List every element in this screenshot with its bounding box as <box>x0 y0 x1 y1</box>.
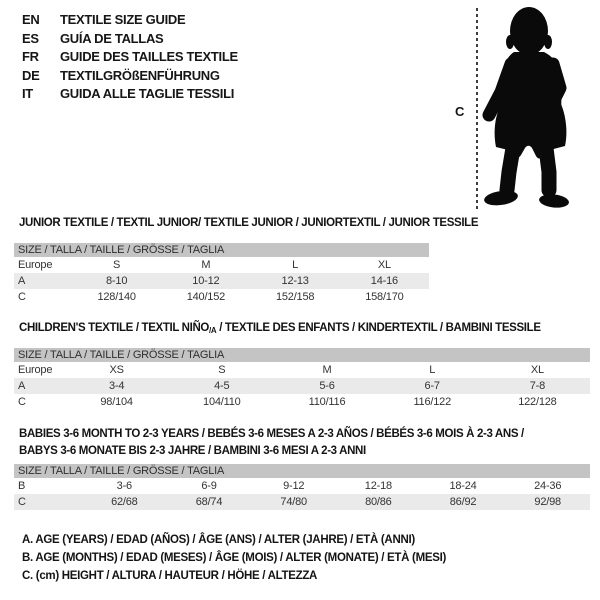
junior-size-table <box>14 243 429 305</box>
table-row-age <box>14 378 590 394</box>
lang-code: IT <box>22 86 33 102</box>
babies-table-title-line2: BABYS 3-6 MONATE BIS 2-3 JAHRE / BAMBINI 3-6 MESI A 2-3 ANNI <box>19 445 366 457</box>
row-label: C <box>18 396 26 408</box>
months-cell: 3-6 <box>116 480 132 492</box>
title-subscript: /A <box>209 326 217 335</box>
lang-row-es <box>22 30 238 49</box>
row-label: Europe <box>18 364 53 376</box>
age-cell: 6-7 <box>424 380 440 392</box>
height-cell: 86/92 <box>449 496 477 508</box>
lang-code: ES <box>22 30 39 46</box>
height-measure-dotted-line <box>476 8 478 209</box>
lang-label: TEXTILE SIZE GUIDE <box>60 12 186 27</box>
legend-line-c: C. (cm) HEIGHT / ALTURA / HAUTEUR / HÖHE / ALTEZZA <box>22 570 318 582</box>
lang-row-de <box>22 67 238 86</box>
title-text: / TEXTILE DES ENFANTS / KINDERTEXTIL / BAMBINI TESSILE <box>216 322 541 334</box>
table-row-age <box>14 273 429 289</box>
height-cell: 74/80 <box>280 496 307 508</box>
size-header-bar: SIZE / TALLA / TAILLE / GRÖSSE / TAGLIA <box>14 464 590 478</box>
babies-size-table <box>14 464 590 510</box>
size-cell: XS <box>109 364 124 376</box>
age-cell: 4-5 <box>214 380 230 392</box>
size-header-bar: SIZE / TALLA / TAILLE / GRÖSSE / TAGLIA <box>14 243 429 257</box>
row-label: B <box>18 480 26 492</box>
size-cell: XL <box>530 364 544 376</box>
height-cell: 158/170 <box>365 291 404 303</box>
size-cell: S <box>113 259 121 271</box>
children-size-table <box>14 348 590 410</box>
age-cell: 8-10 <box>106 275 128 287</box>
babies-table-title-line1: BABIES 3-6 MONTH TO 2-3 YEARS / BEBÉS 3-6 MESES A 2-3 AÑOS / BÉBÉS 3-6 MOIS À 2-3 ANS / <box>19 428 524 440</box>
height-cell: 62/68 <box>111 496 138 508</box>
table-row-height <box>14 289 429 305</box>
months-cell: 24-36 <box>534 480 562 492</box>
size-cell: S <box>218 364 226 376</box>
height-cell: 98/104 <box>100 396 133 408</box>
lang-row-en <box>22 11 238 30</box>
legend-line-b: B. AGE (MONTHS) / EDAD (MESES) / ÂGE (MOIS) / ALTER (MONATE) / ETÀ (MESI) <box>22 552 447 564</box>
height-cell: 80/86 <box>365 496 392 508</box>
age-cell: 7-8 <box>529 380 546 392</box>
height-cell: 128/140 <box>97 291 136 303</box>
age-cell: 10-12 <box>192 275 220 287</box>
height-cell: 116/122 <box>413 396 451 408</box>
row-label: A <box>18 275 26 287</box>
size-cell: XL <box>377 259 391 271</box>
junior-table-title: JUNIOR TEXTILE / TEXTIL JUNIOR/ TEXTILE JUNIOR / JUNIORTEXTIL / JUNIOR TESSILE <box>19 217 479 229</box>
size-cell: M <box>201 259 211 271</box>
table-row-height <box>14 394 590 410</box>
lang-label: GUÍA DE TALLAS <box>60 30 164 46</box>
row-label: A <box>18 380 26 392</box>
row-label: Europe <box>18 259 53 271</box>
height-cell: 104/110 <box>203 396 241 408</box>
months-cell: 18-24 <box>449 480 477 492</box>
table-row-europe <box>14 362 590 378</box>
age-cell: 5-6 <box>319 380 335 392</box>
title-text: CHILDREN'S TEXTILE / TEXTIL NIÑO <box>19 322 210 334</box>
age-cell: 3-4 <box>108 380 125 392</box>
lang-label: TEXTILGRÖßENFÜHRUNG <box>60 67 220 83</box>
height-cell: 110/116 <box>308 396 346 408</box>
size-header-bar: SIZE / TALLA / TAILLE / GRÖSSE / TAGLIA <box>14 348 590 362</box>
measurement-legend <box>22 531 446 585</box>
lang-row-it <box>22 85 238 104</box>
size-cell: M <box>322 364 332 376</box>
lang-label: GUIDA ALLE TAGLIE TESSILI <box>60 86 235 102</box>
row-label: C <box>18 291 26 303</box>
table-row-height <box>14 494 590 510</box>
lang-label: GUIDE DES TAILLES TEXTILE <box>60 49 238 65</box>
children-table-title <box>19 322 541 335</box>
table-row-europe <box>14 257 429 273</box>
months-cell: 12-18 <box>364 480 392 492</box>
age-cell: 12-13 <box>281 275 309 287</box>
height-cell: 92/98 <box>534 496 561 508</box>
lang-row-fr <box>22 48 238 67</box>
lang-code: FR <box>22 49 39 65</box>
lang-code: EN <box>22 12 40 27</box>
months-cell: 9-12 <box>283 480 305 492</box>
size-cell: L <box>429 364 436 376</box>
height-measure-label: C <box>455 104 465 119</box>
height-cell: 140/152 <box>186 291 226 303</box>
legend-line-a: A. AGE (YEARS) / EDAD (AÑOS) / ÂGE (ANS) / ALTER (JAHRE) / ETÀ (ANNI) <box>22 534 415 546</box>
size-cell: L <box>292 259 299 271</box>
table-row-months <box>14 478 590 494</box>
height-cell: 68/74 <box>195 496 223 508</box>
row-label: C <box>18 496 26 508</box>
toddler-silhouette-icon <box>480 0 600 215</box>
height-cell: 122/128 <box>518 396 557 408</box>
age-cell: 14-16 <box>370 275 398 287</box>
lang-code: DE <box>22 67 40 83</box>
language-title-list <box>22 11 238 104</box>
height-cell: 152/158 <box>275 291 315 303</box>
months-cell: 6-9 <box>201 480 217 492</box>
